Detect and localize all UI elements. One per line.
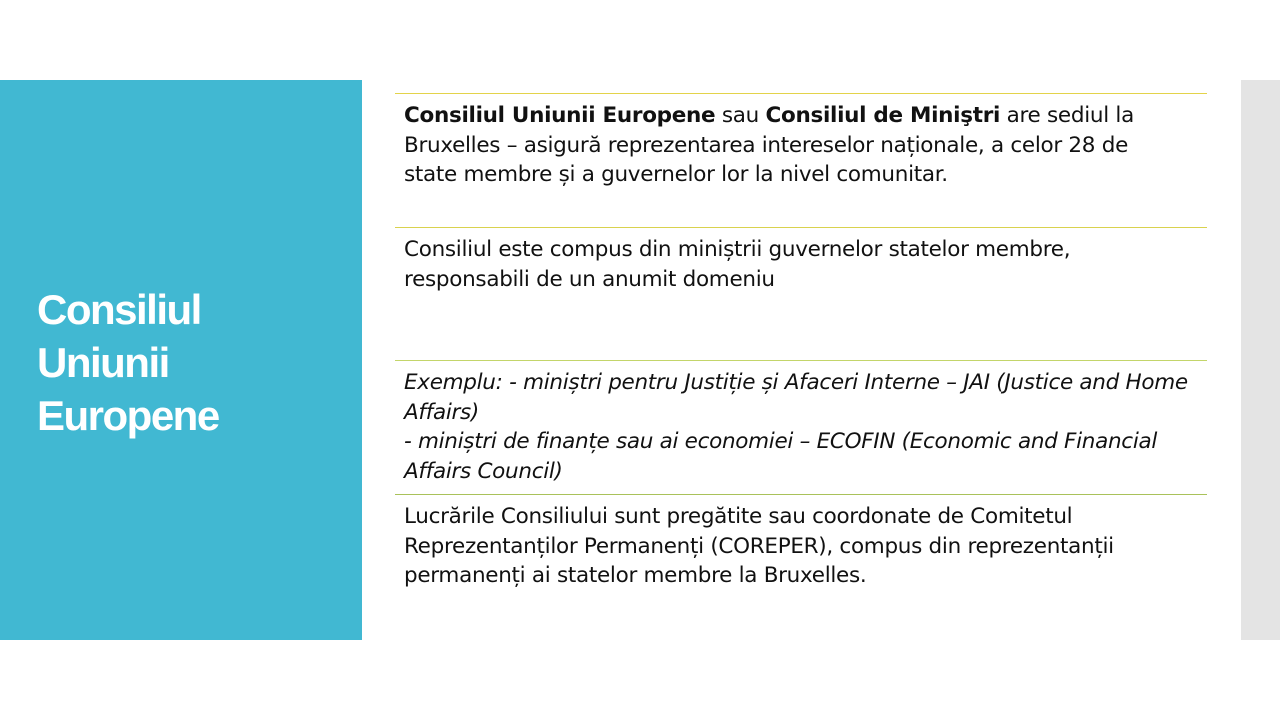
block-line: Affairs) — [404, 399, 480, 425]
content-block-composition — [395, 228, 1207, 360]
bold-term: Consiliul de Miniştri — [765, 103, 1001, 128]
block-line: Bruxelles – asigură reprezentarea intereselor naționale, a celor 28 de — [404, 132, 1128, 158]
block-line: state membre și a guvernelor lor la nivel comunitar. — [404, 162, 948, 187]
block-line — [404, 101, 1207, 131]
block-line: Exemplu: - miniștri pentru Justiție și Afaceri Interne – JAI (Justice and Home — [404, 370, 1188, 395]
block-line: - miniștri de finanțe sau ai economiei – ECOFIN (Economic and Financial — [404, 429, 1158, 454]
content-block-example — [395, 361, 1207, 494]
block-line: Reprezentanților Permanenți (COREPER), compus din reprezentanții — [404, 533, 1114, 559]
content-list — [395, 93, 1207, 615]
text-run: are sediul la — [1000, 103, 1134, 128]
content-block-coreper — [395, 495, 1207, 615]
block-line: responsabili de un anumit domeniu — [404, 266, 775, 292]
side-accent-bar — [1241, 80, 1280, 640]
block-line: permanenți ai statelor membre la Bruxelles. — [404, 563, 867, 588]
block-line: Affairs Council) — [404, 458, 563, 484]
slide-title-line-1: Consiliul — [37, 286, 201, 333]
bold-term: Consiliul Uniunii Europene — [404, 103, 716, 128]
content-block-council-definition — [395, 94, 1207, 227]
slide-title-line-2: Uniunii — [37, 339, 169, 386]
block-line: Consiliul este compus din miniștrii guvernelor statelor membre, — [404, 237, 1071, 262]
text-run: sau — [715, 103, 766, 128]
slide-title — [37, 283, 337, 442]
block-line: Lucrările Consiliului sunt pregătite sau coordonate de Comitetul — [404, 504, 1073, 529]
slide-title-line-3: Europene — [37, 392, 219, 439]
